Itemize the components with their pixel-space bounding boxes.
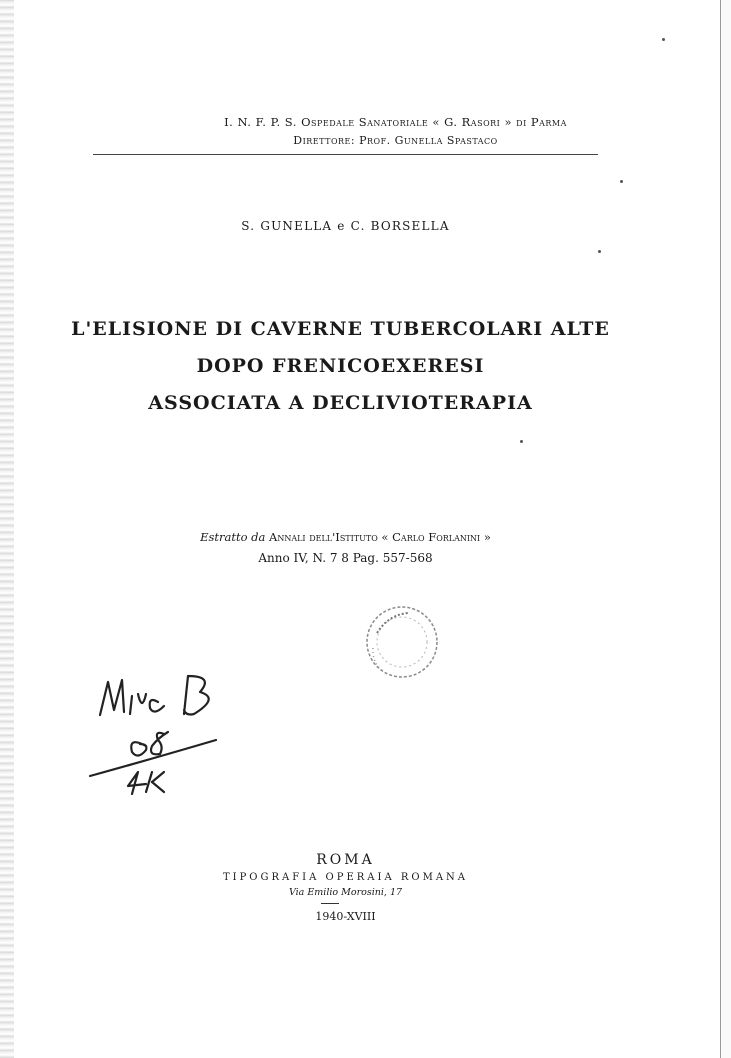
extract-source: Annali dell'Istituto « Carlo Forlanini » (269, 530, 491, 544)
scan-speck (598, 250, 601, 253)
director-line: Direttore: Prof. Gunella Spastaco (293, 134, 498, 147)
extract-issue: Anno IV, N. 7 8 Pag. 557-568 (258, 551, 433, 565)
institution-line: I. N. F. P. S. Ospedale Sanatoriale « G. Rasori » di Parma (224, 115, 567, 129)
imprint-address: Via Emilio Morosini, 17 (288, 887, 403, 898)
imprint-city: ROMA (316, 852, 375, 868)
scan-edge-left (0, 0, 14, 1058)
imprint-year: 1940-XVIII (315, 910, 376, 923)
imprint-printer: TIPOGRAFIA OPERAIA ROMANA (222, 872, 469, 883)
scan-edge-right (720, 0, 731, 1058)
scan-speck (662, 38, 665, 41)
library-stamp-icon (363, 603, 441, 681)
title-line-2: DOPO FRENICOEXERESI (196, 355, 485, 377)
extract-source-line (0, 530, 711, 544)
authors: S. GUNELLA e C. BORSELLA (241, 219, 450, 233)
handwritten-shelfmark (88, 660, 228, 800)
header-rule (93, 154, 598, 155)
extract-prefix: Estratto da (200, 530, 266, 544)
scan-speck (620, 180, 623, 183)
imprint-divider (321, 903, 339, 904)
title-line-3: ASSOCIATA A DECLIVIOTERAPIA (148, 392, 533, 414)
title-line-1: L'ELISIONE DI CAVERNE TUBERCOLARI ALTE (71, 318, 610, 340)
scan-speck (520, 440, 523, 443)
